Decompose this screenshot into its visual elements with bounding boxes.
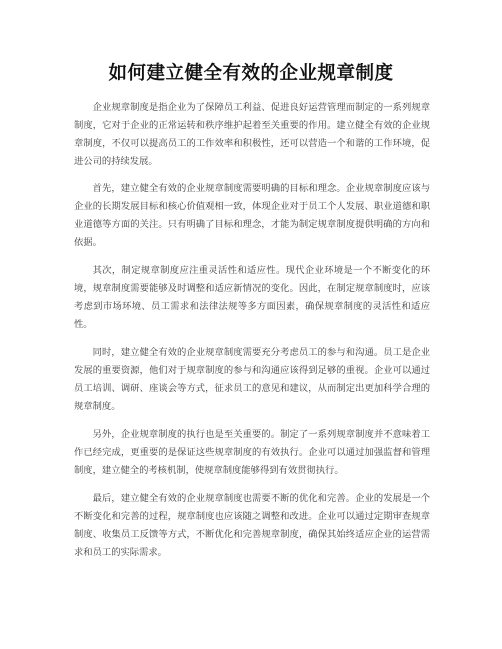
paragraph-1: 企业规章制度是指企业为了保障员工利益、促进良好运营管理而制定的一系列规章制度，它对于企业的正常运转和秩序维护起着至关重要的作用。建立健全有效的企业规章制度，不仅可以提高员工的工作效率和积极性，还可以营造一个和谐的工作环境，促进公司的持续发展。 xyxy=(74,102,430,167)
paragraph-2: 首先，建立健全有效的企业规章制度需要明确的目标和理念。企业规章制度应该与企业的长期发展目标和核心价值观相一致，体现企业对于员工个人发展、职业道德和职业道德等方面的关注。只有明确了目标和理念，才能为制定规章制度提供明确的方向和依据。 xyxy=(74,183,430,248)
paragraph-5: 另外，企业规章制度的执行也是至关重要的。制定了一系列规章制度并不意味着工作已经完成，更重要的是保证这些规章制度的有效执行。企业可以通过加强监督和管理制度，建立健全的考核机制，使规章制度能够得到有效贯彻执行。 xyxy=(74,429,430,476)
paragraph-4: 同时，建立健全有效的企业规章制度需要充分考虑员工的参与和沟通。员工是企业发展的重要资源，他们对于规章制度的参与和沟通应该得到足够的重视。企业可以通过员工培训、调研、座谈会等方式，征求员工的意见和建议，从而制定出更加科学合理的规章制度。 xyxy=(74,347,430,412)
paragraph-3: 其次，制定规章制度应注重灵活性和适应性。现代企业环境是一个不断变化的环境，规章制度需要能够及时调整和适应新情况的变化。因此，在制定规章制度时，应该考虑到市场环境、员工需求和法律法规等多方面因素，确保规章制度的灵活性和适应性。 xyxy=(74,265,430,330)
paragraph-6: 最后，建立健全有效的企业规章制度也需要不断的优化和完善。企业的发展是一个不断变化和完善的过程，规章制度也应该随之调整和改进。企业可以通过定期审查规章制度、收集员工反馈等方式，不断优化和完善规章制度，确保其始终适应企业的运营需求和员工的实际需求。 xyxy=(74,493,430,558)
document-title: 如何建立健全有效的企业规章制度 xyxy=(108,63,394,84)
